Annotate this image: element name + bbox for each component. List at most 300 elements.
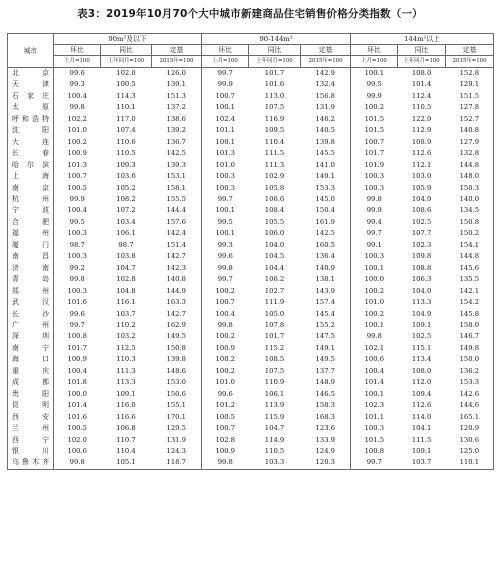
index-cell: 138.6 bbox=[152, 114, 202, 125]
index-cell: 101.1 bbox=[215, 126, 236, 135]
index-cell: 142.5 bbox=[152, 148, 202, 159]
index-cell: 100.2 bbox=[215, 332, 236, 341]
index-cell: 100.3 bbox=[364, 252, 385, 261]
index-cell: 99.9 bbox=[69, 194, 85, 203]
index-cell: 107.5 bbox=[264, 366, 285, 375]
index-cell: 104.4 bbox=[264, 263, 285, 272]
city-name: 西安 bbox=[8, 412, 54, 423]
index-cell: 100.5 bbox=[67, 424, 87, 433]
index-cell: 165.1 bbox=[446, 412, 494, 423]
index-cell: 113.9 bbox=[264, 401, 285, 410]
index-cell: 110.3 bbox=[116, 355, 136, 364]
index-cell: 153.3 bbox=[446, 377, 494, 388]
index-cell: 98.7 bbox=[69, 240, 85, 249]
index-cell: 102.2 bbox=[67, 114, 87, 123]
index-cell: 101.6 bbox=[67, 298, 87, 307]
index-cell: 144.8 bbox=[446, 251, 494, 262]
table-row bbox=[8, 125, 494, 136]
city-name: 大连 bbox=[8, 137, 54, 148]
index-cell: 127.8 bbox=[446, 102, 494, 113]
index-cell: 153.3 bbox=[301, 183, 351, 194]
index-cell: 100.1 bbox=[215, 229, 236, 238]
index-cell: 106.2 bbox=[264, 275, 285, 284]
city-name: 南昌 bbox=[8, 251, 54, 262]
index-cell: 110.4 bbox=[264, 137, 285, 146]
index-cell: 103.2 bbox=[116, 332, 136, 341]
index-cell: 101.5 bbox=[364, 126, 385, 135]
index-cell: 110.2 bbox=[116, 320, 136, 329]
index-cell: 104.1 bbox=[411, 424, 432, 433]
index-cell: 112.0 bbox=[411, 378, 432, 387]
table-row bbox=[8, 205, 494, 216]
index-cell: 110.6 bbox=[116, 137, 136, 146]
table-row bbox=[8, 389, 494, 400]
index-cell: 101.3 bbox=[215, 149, 236, 158]
index-cell: 99.8 bbox=[366, 332, 382, 341]
index-cell: 142.1 bbox=[446, 286, 494, 297]
city-name: 太原 bbox=[8, 102, 54, 113]
index-cell: 106.8 bbox=[116, 424, 136, 433]
index-cell: 106.6 bbox=[264, 194, 285, 203]
city-name: 成都 bbox=[8, 377, 54, 388]
index-cell: 152.7 bbox=[446, 114, 494, 125]
index-cell: 102.0 bbox=[67, 435, 87, 444]
index-cell: 100.5 bbox=[116, 80, 136, 89]
index-cell: 122.9 bbox=[411, 114, 432, 123]
index-cell: 139.2 bbox=[152, 125, 202, 136]
city-name: 兰州 bbox=[8, 423, 54, 434]
index-cell: 110.5 bbox=[116, 149, 136, 158]
index-cell: 124.3 bbox=[152, 446, 202, 457]
table-row bbox=[8, 435, 494, 446]
index-cell: 99.5 bbox=[69, 217, 85, 226]
table-row bbox=[8, 160, 494, 171]
index-cell: 101.0 bbox=[364, 298, 385, 307]
table-row bbox=[8, 400, 494, 411]
city-name: 长春 bbox=[8, 148, 54, 159]
city-name: 深圳 bbox=[8, 331, 54, 342]
table-row bbox=[8, 331, 494, 342]
table-row bbox=[8, 446, 494, 457]
index-cell: 107.4 bbox=[116, 126, 136, 135]
index-cell: 145.5 bbox=[301, 148, 351, 159]
table-row bbox=[8, 114, 494, 125]
index-cell: 104.9 bbox=[411, 309, 432, 318]
index-cell: 103.3 bbox=[249, 457, 301, 469]
index-cell: 149.8 bbox=[446, 343, 494, 354]
index-cell: 150.8 bbox=[152, 343, 202, 354]
index-cell: 106.0 bbox=[264, 229, 285, 238]
index-cell: 100.4 bbox=[67, 366, 87, 375]
city-header: 城市 bbox=[8, 34, 54, 68]
index-cell: 100.5 bbox=[67, 183, 87, 192]
index-cell: 110.9 bbox=[264, 378, 285, 387]
base-header-prev-year: 上年同月=100 bbox=[249, 56, 301, 68]
index-cell: 111.3 bbox=[264, 160, 285, 169]
index-cell: 150.3 bbox=[446, 183, 494, 194]
index-cell: 100.7 bbox=[364, 137, 385, 146]
index-cell: 111.5 bbox=[264, 149, 285, 158]
sub-header-mom: 环比 bbox=[351, 45, 398, 56]
index-cell: 100.1 bbox=[364, 69, 385, 77]
index-cell: 150.0 bbox=[446, 354, 494, 365]
index-cell: 101.7 bbox=[264, 332, 285, 341]
index-cell: 113.3 bbox=[411, 298, 432, 307]
index-cell: 101.1 bbox=[364, 412, 385, 421]
table-body bbox=[8, 68, 494, 470]
index-cell: 151.4 bbox=[152, 240, 202, 251]
index-cell: 104.9 bbox=[411, 194, 432, 203]
index-cell: 114.0 bbox=[411, 412, 432, 421]
index-cell: 102.8 bbox=[116, 275, 136, 284]
index-cell: 100.3 bbox=[364, 183, 385, 192]
price-index-table bbox=[7, 33, 494, 470]
city-name: 长沙 bbox=[8, 309, 54, 320]
index-cell: 160.5 bbox=[301, 240, 351, 251]
index-cell: 120.3 bbox=[301, 457, 351, 469]
index-cell: 145.8 bbox=[446, 309, 494, 320]
index-cell: 109.1 bbox=[411, 446, 432, 455]
index-cell: 139.1 bbox=[152, 79, 202, 90]
index-cell: 100.8 bbox=[364, 446, 385, 455]
index-cell: 102.3 bbox=[411, 240, 432, 249]
index-cell: 100.3 bbox=[67, 252, 87, 261]
table-row bbox=[8, 251, 494, 262]
city-name: 杭州 bbox=[8, 194, 54, 205]
city-name: 福州 bbox=[8, 228, 54, 239]
index-cell: 151.5 bbox=[446, 91, 494, 102]
index-cell: 117.0 bbox=[116, 114, 136, 123]
index-cell: 101.7 bbox=[67, 343, 87, 352]
index-cell: 144.9 bbox=[152, 286, 202, 297]
index-cell: 144.4 bbox=[152, 205, 202, 216]
index-cell: 106.1 bbox=[116, 229, 136, 238]
index-cell: 112.6 bbox=[411, 401, 432, 410]
city-name: 海口 bbox=[8, 354, 54, 365]
index-cell: 112.9 bbox=[411, 126, 432, 135]
index-cell: 132.4 bbox=[301, 79, 351, 90]
index-cell: 116.6 bbox=[116, 412, 136, 421]
index-cell: 100.3 bbox=[67, 229, 87, 238]
index-cell: 100.0 bbox=[67, 389, 87, 398]
index-cell: 170.1 bbox=[152, 412, 202, 423]
index-cell: 100.8 bbox=[67, 332, 87, 341]
index-cell: 101.0 bbox=[67, 126, 87, 135]
index-cell: 99.7 bbox=[351, 457, 398, 469]
index-cell: 100.2 bbox=[364, 103, 385, 112]
city-name: 厦门 bbox=[8, 240, 54, 251]
index-cell: 139.3 bbox=[152, 160, 202, 171]
city-name: 沈阳 bbox=[8, 125, 54, 136]
index-cell: 98.7 bbox=[118, 240, 134, 249]
table-row bbox=[8, 68, 494, 80]
index-cell: 103.6 bbox=[116, 172, 136, 181]
index-cell: 99.6 bbox=[69, 309, 85, 318]
index-cell: 127.9 bbox=[446, 137, 494, 148]
index-cell: 105.2 bbox=[116, 183, 136, 192]
index-cell: 109.4 bbox=[411, 389, 432, 398]
index-cell: 102.5 bbox=[411, 332, 432, 341]
index-cell: 168.3 bbox=[301, 412, 351, 423]
index-cell: 99.7 bbox=[366, 229, 382, 238]
index-cell: 109.8 bbox=[411, 252, 432, 261]
index-cell: 101.7 bbox=[364, 149, 385, 158]
index-cell: 100.4 bbox=[67, 206, 87, 215]
index-cell: 100.6 bbox=[364, 355, 385, 364]
index-cell: 157.6 bbox=[152, 217, 202, 228]
table-row bbox=[8, 457, 494, 469]
index-cell: 99.9 bbox=[217, 80, 233, 89]
index-cell: 99.9 bbox=[366, 91, 382, 100]
index-cell: 151.3 bbox=[152, 91, 202, 102]
index-cell: 102.5 bbox=[411, 217, 432, 226]
index-cell: 146.5 bbox=[301, 389, 351, 400]
sub-header-fixed: 定基 bbox=[446, 45, 494, 56]
index-cell: 116.1 bbox=[116, 298, 136, 307]
index-cell: 149.5 bbox=[152, 331, 202, 342]
index-cell: 99.8 bbox=[217, 263, 233, 272]
city-name: 哈尔滨 bbox=[8, 160, 54, 171]
table-row bbox=[8, 91, 494, 102]
index-cell: 105.5 bbox=[264, 217, 285, 226]
table-row bbox=[8, 148, 494, 159]
index-cell: 131.9 bbox=[152, 435, 202, 446]
city-name: 郑州 bbox=[8, 286, 54, 297]
index-cell: 142.3 bbox=[152, 263, 202, 274]
index-cell: 120.9 bbox=[446, 423, 494, 434]
index-cell: 158.3 bbox=[301, 400, 351, 411]
index-cell: 112.4 bbox=[411, 91, 432, 100]
index-cell: 100.1 bbox=[215, 206, 236, 215]
index-cell: 100.9 bbox=[67, 355, 87, 364]
index-cell: 103.8 bbox=[116, 252, 136, 261]
city-name: 天津 bbox=[8, 79, 54, 90]
index-cell: 144.8 bbox=[446, 160, 494, 171]
table-row bbox=[8, 102, 494, 113]
index-cell: 107.7 bbox=[411, 229, 432, 238]
base-header-2015: 2015年=100 bbox=[446, 56, 494, 68]
index-cell: 100.7 bbox=[67, 172, 87, 181]
index-cell: 104.8 bbox=[116, 286, 136, 295]
index-cell: 140.8 bbox=[446, 125, 494, 136]
city-name: 武汉 bbox=[8, 297, 54, 308]
sub-header-mom: 环比 bbox=[202, 45, 249, 56]
index-cell: 111.9 bbox=[264, 298, 285, 307]
index-cell: 153.0 bbox=[152, 377, 202, 388]
index-cell: 135.5 bbox=[446, 274, 494, 285]
index-cell: 99.7 bbox=[217, 69, 233, 77]
index-cell: 100.5 bbox=[215, 412, 236, 421]
index-cell: 108.5 bbox=[264, 355, 285, 364]
index-cell: 124.9 bbox=[301, 446, 351, 457]
index-cell: 109.3 bbox=[116, 160, 136, 169]
table-row bbox=[8, 297, 494, 308]
table-row bbox=[8, 366, 494, 377]
table-row bbox=[8, 194, 494, 205]
sub-header-yoy: 同比 bbox=[398, 45, 446, 56]
index-cell: 105.1 bbox=[101, 457, 152, 469]
index-cell: 115.1 bbox=[411, 343, 432, 352]
index-cell: 115.9 bbox=[264, 412, 285, 421]
sub-header-mom: 环比 bbox=[54, 45, 101, 56]
group-header-large: 144m²以上 bbox=[351, 34, 494, 45]
table-title: 表3：2019年10月70个大中城市新建商品住宅销售价格分类指数（一） bbox=[77, 8, 423, 20]
index-cell: 114.9 bbox=[264, 435, 285, 444]
index-cell: 142.7 bbox=[152, 251, 202, 262]
index-cell: 137.2 bbox=[152, 102, 202, 113]
index-cell: 139.8 bbox=[301, 137, 351, 148]
index-cell: 123.6 bbox=[301, 423, 351, 434]
index-cell: 110.1 bbox=[446, 457, 494, 469]
index-cell: 100.4 bbox=[215, 309, 236, 318]
index-cell: 116.0 bbox=[116, 401, 136, 410]
index-cell: 113.3 bbox=[116, 378, 136, 387]
index-cell: 138.1 bbox=[301, 274, 351, 285]
index-cell: 163.3 bbox=[152, 297, 202, 308]
index-cell: 105.9 bbox=[411, 183, 432, 192]
index-cell: 107.5 bbox=[264, 103, 285, 112]
index-cell: 99.8 bbox=[69, 103, 85, 112]
index-cell: 140.8 bbox=[152, 274, 202, 285]
city-name: 北京 bbox=[8, 68, 54, 80]
index-cell: 107.8 bbox=[264, 320, 285, 329]
index-cell: 99.6 bbox=[217, 389, 233, 398]
index-cell: 148.6 bbox=[152, 366, 202, 377]
index-cell: 130.6 bbox=[446, 435, 494, 446]
index-cell: 102.7 bbox=[264, 286, 285, 295]
index-cell: 108.9 bbox=[411, 137, 432, 146]
table-row bbox=[8, 171, 494, 182]
index-cell: 100.7 bbox=[215, 91, 236, 100]
index-cell: 142.7 bbox=[152, 309, 202, 320]
index-cell: 106.1 bbox=[264, 389, 285, 398]
table-row bbox=[8, 412, 494, 423]
index-cell: 99.7 bbox=[69, 320, 85, 329]
group-header-small: 90m²及以下 bbox=[54, 34, 202, 45]
index-cell: 149.5 bbox=[301, 354, 351, 365]
index-cell: 111.3 bbox=[116, 366, 136, 375]
index-cell: 136.7 bbox=[152, 137, 202, 148]
city-name: 上海 bbox=[8, 171, 54, 182]
index-cell: 104.0 bbox=[411, 286, 432, 295]
table-row bbox=[8, 309, 494, 320]
base-header-prev-month: 上月=100 bbox=[351, 56, 398, 68]
index-cell: 113.4 bbox=[411, 355, 432, 364]
base-header-prev-month: 上月=100 bbox=[54, 56, 101, 68]
index-cell: 154.2 bbox=[446, 297, 494, 308]
index-cell: 100.2 bbox=[215, 355, 236, 364]
group-header-medium: 90-144m² bbox=[202, 34, 351, 45]
table-row bbox=[8, 286, 494, 297]
index-cell: 142.4 bbox=[152, 228, 202, 239]
index-cell: 100.4 bbox=[67, 91, 87, 100]
index-cell: 157.4 bbox=[301, 297, 351, 308]
index-cell: 100.3 bbox=[215, 183, 236, 192]
index-cell: 101.6 bbox=[264, 80, 285, 89]
index-cell: 104.7 bbox=[264, 424, 285, 433]
index-cell: 140.5 bbox=[301, 125, 351, 136]
index-cell: 146.7 bbox=[446, 331, 494, 342]
index-cell: 99.7 bbox=[217, 194, 233, 203]
city-name: 昆明 bbox=[8, 400, 54, 411]
base-header-2015: 2015年=100 bbox=[301, 56, 351, 68]
index-cell: 148.0 bbox=[446, 171, 494, 182]
index-cell: 150.8 bbox=[446, 217, 494, 228]
index-cell: 109.5 bbox=[264, 126, 285, 135]
index-cell: 136.2 bbox=[446, 366, 494, 377]
index-cell: 99.5 bbox=[217, 217, 233, 226]
index-cell: 103.0 bbox=[411, 172, 432, 181]
index-cell: 111.5 bbox=[411, 435, 432, 444]
index-cell: 103.4 bbox=[116, 217, 136, 226]
index-cell: 100.1 bbox=[364, 263, 385, 272]
index-cell: 101.5 bbox=[364, 114, 385, 123]
index-cell: 155.5 bbox=[152, 194, 202, 205]
index-cell: 145.0 bbox=[301, 194, 351, 205]
index-cell: 150.2 bbox=[446, 228, 494, 239]
table-row bbox=[8, 343, 494, 354]
index-cell: 103.7 bbox=[116, 309, 136, 318]
base-header-prev-year: 上年同月=100 bbox=[101, 56, 152, 68]
index-cell: 102.0 bbox=[116, 69, 136, 77]
table-row bbox=[8, 240, 494, 251]
index-cell: 101.2 bbox=[215, 401, 236, 410]
base-header-prev-year: 上年同月=100 bbox=[398, 56, 446, 68]
index-cell: 136.4 bbox=[301, 251, 351, 262]
index-cell: 99.3 bbox=[217, 240, 233, 249]
index-cell: 155.2 bbox=[301, 320, 351, 331]
index-cell: 161.9 bbox=[301, 217, 351, 228]
index-cell: 100.1 bbox=[364, 389, 385, 398]
index-cell: 144.6 bbox=[446, 400, 494, 411]
index-cell: 142.9 bbox=[301, 68, 351, 80]
index-cell: 101.9 bbox=[364, 160, 385, 169]
index-cell: 100.3 bbox=[364, 424, 385, 433]
index-cell: 112.5 bbox=[116, 343, 136, 352]
index-cell: 100.1 bbox=[215, 137, 236, 146]
index-cell: 99.9 bbox=[366, 206, 382, 215]
index-cell: 101.0 bbox=[215, 378, 236, 387]
index-cell: 99.8 bbox=[69, 275, 85, 284]
index-cell: 116.9 bbox=[264, 114, 285, 123]
index-cell: 101.4 bbox=[67, 401, 87, 410]
index-cell: 110.1 bbox=[116, 103, 136, 112]
index-cell: 149.1 bbox=[301, 171, 351, 182]
index-cell: 109.1 bbox=[116, 389, 136, 398]
index-cell: 143.9 bbox=[301, 286, 351, 297]
table-row bbox=[8, 274, 494, 285]
index-cell: 153.1 bbox=[152, 171, 202, 182]
index-cell: 99.5 bbox=[366, 80, 382, 89]
index-cell: 129.1 bbox=[446, 79, 494, 90]
city-name: 南京 bbox=[8, 183, 54, 194]
index-cell: 101.7 bbox=[264, 69, 285, 77]
index-cell: 110.5 bbox=[411, 103, 432, 112]
index-cell: 108.4 bbox=[264, 206, 285, 215]
index-cell: 140.9 bbox=[301, 263, 351, 274]
table-row bbox=[8, 354, 494, 365]
index-cell: 150.6 bbox=[152, 389, 202, 400]
index-cell: 107.2 bbox=[116, 206, 136, 215]
index-cell: 100.2 bbox=[67, 137, 87, 146]
index-cell: 99.8 bbox=[54, 457, 101, 469]
index-cell: 140.0 bbox=[446, 194, 494, 205]
index-cell: 102.8 bbox=[215, 435, 236, 444]
city-name: 呼和浩特 bbox=[8, 114, 54, 125]
index-cell: 149.1 bbox=[301, 343, 351, 354]
index-cell: 100.1 bbox=[364, 320, 385, 329]
city-name: 西宁 bbox=[8, 435, 54, 446]
